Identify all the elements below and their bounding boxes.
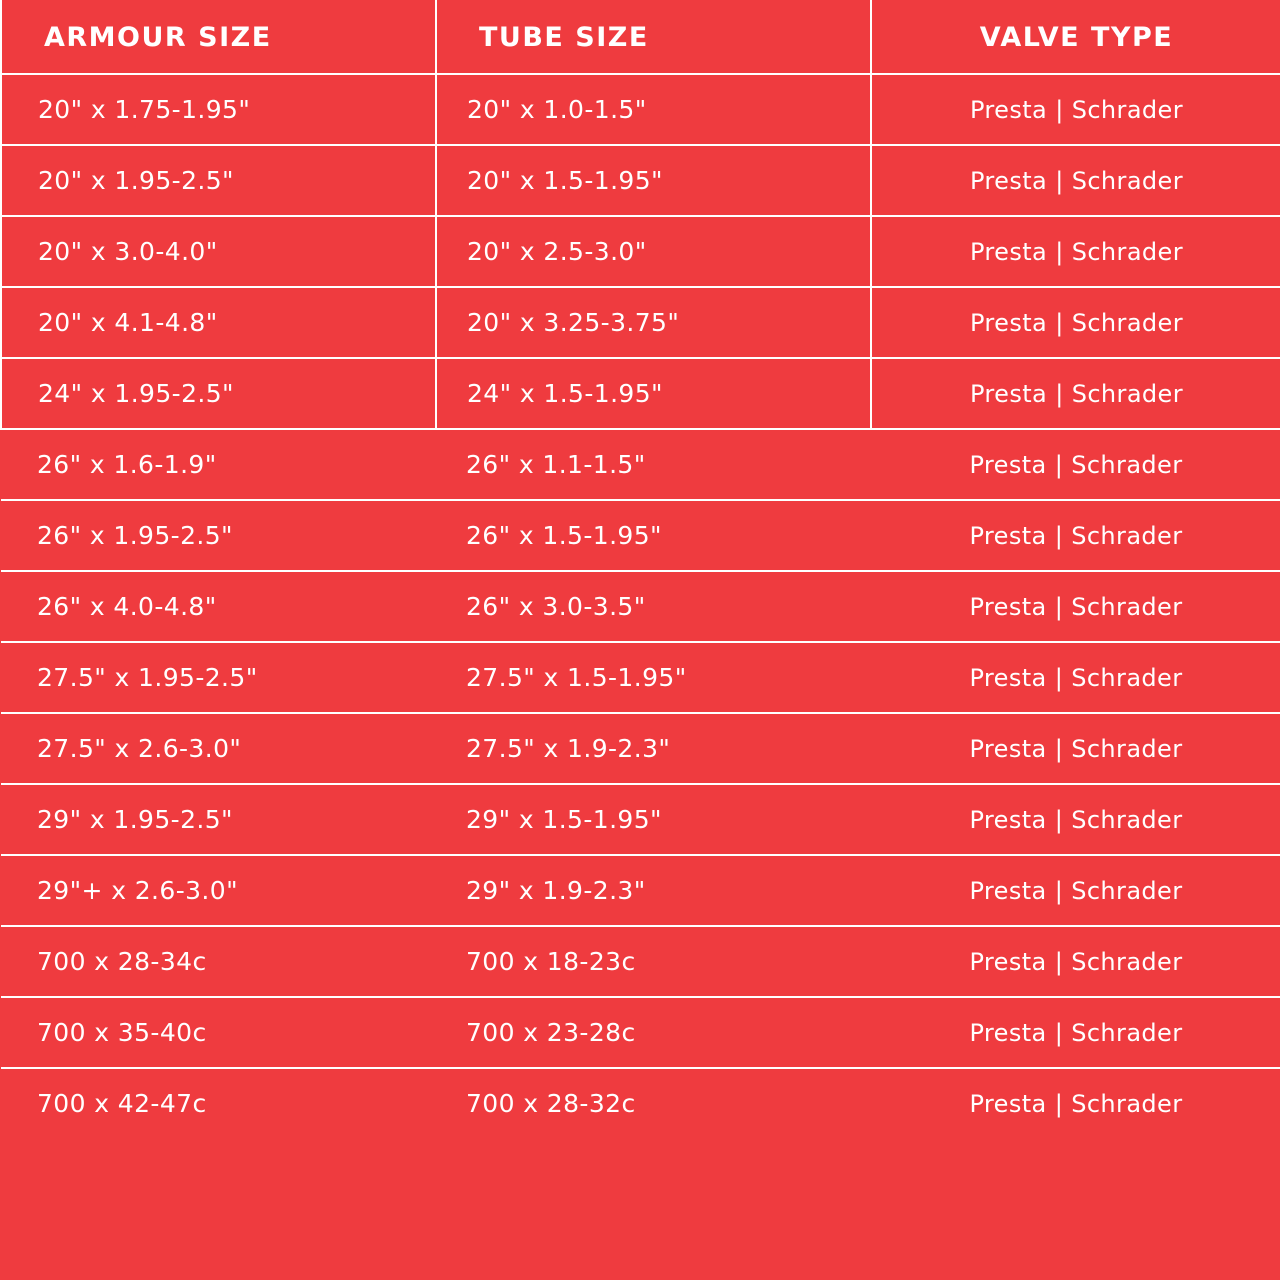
- column-header-armour-size: ARMOUR SIZE: [1, 0, 436, 74]
- cell-tube-size: 26" x 1.5-1.95": [436, 500, 871, 571]
- cell-valve-type: Presta | Schrader: [871, 642, 1280, 713]
- cell-tube-size: 27.5" x 1.9-2.3": [436, 713, 871, 784]
- table-row: [1, 713, 1280, 784]
- cell-armour-size: 20" x 3.0-4.0": [1, 216, 436, 287]
- cell-tube-size: 700 x 23-28c: [436, 997, 871, 1068]
- table-row: [1, 500, 1280, 571]
- column-header-valve-type: VALVE TYPE: [871, 0, 1280, 74]
- table-row: [1, 429, 1280, 500]
- cell-tube-size: 20" x 2.5-3.0": [436, 216, 871, 287]
- cell-armour-size: 20" x 4.1-4.8": [1, 287, 436, 358]
- cell-armour-size: 29"+ x 2.6-3.0": [1, 855, 436, 926]
- table-row: [1, 571, 1280, 642]
- cell-valve-type: Presta | Schrader: [871, 500, 1280, 571]
- cell-valve-type: Presta | Schrader: [969, 1089, 1183, 1118]
- table-header: [1, 0, 1280, 74]
- table-row: [1, 784, 1280, 855]
- cell-tube-size: 29" x 1.9-2.3": [436, 855, 871, 926]
- cell-valve-type: Presta | Schrader: [871, 74, 1280, 145]
- table-row: [1, 1068, 1280, 1138]
- table-row: [1, 145, 1280, 216]
- cell-valve-type: Presta | Schrader: [871, 713, 1280, 784]
- cell-armour-size: 29" x 1.95-2.5": [1, 784, 436, 855]
- cell-armour-size: 24" x 1.95-2.5": [1, 358, 436, 429]
- cell-tube-size: 20" x 1.0-1.5": [436, 74, 871, 145]
- header-row: [1, 0, 1280, 74]
- table-row: [1, 287, 1280, 358]
- table-row: [1, 642, 1280, 713]
- cell-tube-size: 20" x 1.5-1.95": [436, 145, 871, 216]
- cell-tube-size: 24" x 1.5-1.95": [436, 358, 871, 429]
- table-row: [1, 74, 1280, 145]
- cell-valve-type: Presta | Schrader: [871, 287, 1280, 358]
- cell-tube-size: 27.5" x 1.5-1.95": [436, 642, 871, 713]
- cell-valve-type: Presta | Schrader: [871, 926, 1280, 997]
- cell-armour-size: 700 x 28-34c: [1, 926, 436, 997]
- cell-valve-type: Presta | Schrader: [871, 145, 1280, 216]
- table-body: [1, 74, 1280, 1138]
- table-row: [1, 926, 1280, 997]
- cell-armour-size: 26" x 1.95-2.5": [1, 500, 436, 571]
- table-row: [1, 216, 1280, 287]
- table-row: [1, 997, 1280, 1068]
- cell-valve-type: Presta | Schrader: [871, 784, 1280, 855]
- cell-armour-size: 27.5" x 2.6-3.0": [1, 713, 436, 784]
- cell-armour-size: 26" x 4.0-4.8": [1, 571, 436, 642]
- cell-armour-size: 700 x 42-47c: [37, 1089, 207, 1118]
- cell-valve-type: Presta | Schrader: [871, 216, 1280, 287]
- cell-valve-type: Presta | Schrader: [871, 358, 1280, 429]
- cell-valve-type: Presta | Schrader: [871, 429, 1280, 500]
- cell-armour-size: 26" x 1.6-1.9": [1, 429, 436, 500]
- cell-valve-type: Presta | Schrader: [871, 997, 1280, 1068]
- cell-tube-size: 700 x 18-23c: [436, 926, 871, 997]
- cell-tube-size: 700 x 28-32c: [466, 1089, 636, 1118]
- cell-tube-size: 29" x 1.5-1.95": [436, 784, 871, 855]
- table-row: [1, 358, 1280, 429]
- cell-armour-size: 700 x 35-40c: [1, 997, 436, 1068]
- column-header-tube-size: TUBE SIZE: [436, 0, 871, 74]
- cell-armour-size: 20" x 1.75-1.95": [1, 74, 436, 145]
- cell-armour-size: 20" x 1.95-2.5": [1, 145, 436, 216]
- cell-tube-size: 20" x 3.25-3.75": [436, 287, 871, 358]
- cell-tube-size: 26" x 1.1-1.5": [436, 429, 871, 500]
- table-row: [1, 855, 1280, 926]
- cell-valve-type: Presta | Schrader: [871, 571, 1280, 642]
- cell-valve-type: Presta | Schrader: [871, 855, 1280, 926]
- cell-tube-size: 26" x 3.0-3.5": [436, 571, 871, 642]
- cell-armour-size: 27.5" x 1.95-2.5": [1, 642, 436, 713]
